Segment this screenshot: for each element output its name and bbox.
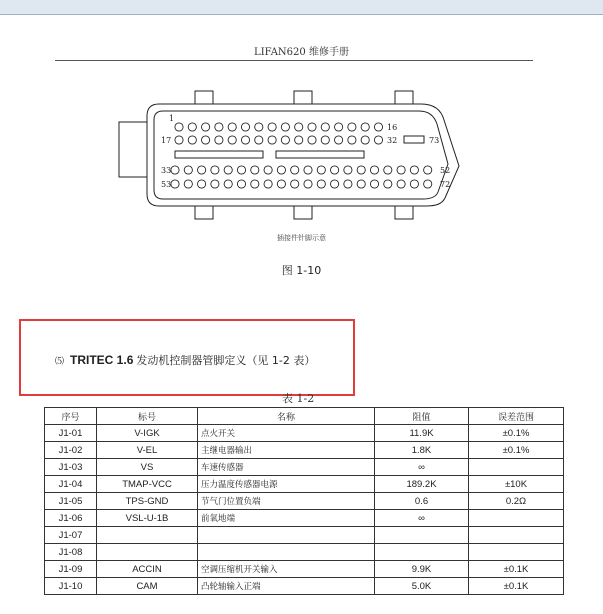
figure-label: 图 1-10 [281,264,322,277]
pin-label-72: 72 [440,180,451,189]
cell-tolerance: ±0.1K [469,578,564,595]
table-row [45,493,564,510]
connector-pin [171,166,179,174]
cell-index: J1-04 [45,476,97,493]
connector-pin [317,166,325,174]
connector-pin [321,136,329,144]
table-row [45,510,564,527]
connector-pin [308,136,316,144]
cell-tolerance: ±10K [469,476,564,493]
connector-pin [335,136,343,144]
connector-tab [294,206,312,219]
connector-pin [198,166,206,174]
pin-label-1: 1 [169,114,175,123]
connector-pin [361,136,369,144]
table-row [45,476,564,493]
cell-tolerance [469,510,564,527]
cell-code: CAM [97,578,198,595]
header-index: 序号 [45,408,97,425]
connector-pin [424,166,432,174]
header-name: 名称 [198,408,375,425]
table-title: 表 1-2 [282,392,315,405]
cell-index: J1-09 [45,561,97,578]
cell-resistance: ∞ [375,510,469,527]
connector-tab [294,91,312,104]
cell-resistance: 9.9K [375,561,469,578]
pin-definition-table [44,407,564,595]
cell-resistance: 0.6 [375,493,469,510]
connector-pin [251,180,259,188]
cell-code: VSL-U-1B [97,510,198,527]
cell-name: 车速传感器 [198,459,375,476]
connector-slot-73 [404,136,424,143]
cell-resistance: ∞ [375,459,469,476]
connector-tab [395,206,413,219]
connector-pin [198,180,206,188]
section-title: 发动机控制器管脚定义（见 1-2 表） [136,354,316,367]
connector-tab [195,206,213,219]
cell-index: J1-07 [45,527,97,544]
connector-pin [237,180,245,188]
connector-pin [370,180,378,188]
cell-resistance: 5.0K [375,578,469,595]
cell-code [97,527,198,544]
table-row [45,578,564,595]
cell-index: J1-03 [45,459,97,476]
table-row [45,527,564,544]
connector-pins [171,123,432,188]
connector-pin [374,136,382,144]
pin-label-52: 52 [440,166,451,175]
cell-code: TMAP-VCC [97,476,198,493]
cell-tolerance: ±0.1K [469,561,564,578]
connector-pin [202,123,210,131]
cell-index: J1-02 [45,442,97,459]
connector-pin [331,180,339,188]
connector-pin [264,166,272,174]
cell-code [97,544,198,561]
cell-code: V-EL [97,442,198,459]
connector-pin [211,180,219,188]
connector-pin [215,123,223,131]
connector-pin [344,166,352,174]
table-header-row [45,408,564,425]
connector-pin [357,180,365,188]
connector-pin [277,180,285,188]
diagram-caption: 插接件针脚示意 [277,234,326,242]
connector-slot [175,151,263,158]
header-code: 标号 [97,408,198,425]
connector-pin [384,166,392,174]
connector-pin [237,166,245,174]
cell-tolerance [469,544,564,561]
cell-tolerance: ±0.1% [469,442,564,459]
connector-pin [291,180,299,188]
cell-code: VS [97,459,198,476]
connector-pin [211,166,219,174]
cell-name: 前氧地端 [198,510,375,527]
pin-label-16: 16 [387,123,398,132]
connector-pin [291,166,299,174]
table-row [45,442,564,459]
pin-label-17: 17 [161,136,172,145]
table-row [45,561,564,578]
cell-resistance: 189.2K [375,476,469,493]
cell-name [198,544,375,561]
pin-label-53: 53 [161,180,172,189]
cell-name: 空调压缩机开关输入 [198,561,375,578]
cell-name [198,527,375,544]
connector-pin [281,123,289,131]
connector-pin [264,180,272,188]
connector-pin [397,166,405,174]
connector-pin [384,180,392,188]
connector-pin [175,123,183,131]
connector-pin [184,180,192,188]
connector-pin [331,166,339,174]
connector-pin [188,123,196,131]
connector-pin [251,166,259,174]
connector-latch [119,122,147,177]
connector-tab [395,91,413,104]
cell-code: ACCIN [97,561,198,578]
viewer-top-bar [0,0,603,15]
connector-pin [268,123,276,131]
connector-pin [228,136,236,144]
cell-tolerance [469,459,564,476]
connector-pin [374,123,382,131]
connector-pin [241,136,249,144]
cell-name: 压力温度传感器电源 [198,476,375,493]
connector-pin [410,180,418,188]
connector-pin [348,136,356,144]
connector-pin [335,123,343,131]
connector-pin [255,136,263,144]
connector-pin [202,136,210,144]
connector-pin [304,180,312,188]
header-resistance: 阻值 [375,408,469,425]
page-header: LIFAN620 维修手册 [254,47,349,58]
cell-index: J1-01 [45,425,97,442]
connector-pin [215,136,223,144]
connector-body [147,104,459,206]
header-tolerance: 误差范围 [469,408,564,425]
pin-label-73: 73 [429,136,440,145]
connector-pin [268,136,276,144]
pin-label-33: 33 [161,166,172,175]
section-heading [55,352,315,368]
connector-pin [255,123,263,131]
cell-name: 主继电器输出 [198,442,375,459]
connector-pin [175,136,183,144]
connector-pin [277,166,285,174]
connector-pin [317,180,325,188]
connector-pin [281,136,289,144]
connector-pin [361,123,369,131]
cell-resistance [375,527,469,544]
connector-pin [304,166,312,174]
cell-tolerance: 0.2Ω [469,493,564,510]
connector-pin [424,180,432,188]
table-row [45,544,564,561]
connector-pin [370,166,378,174]
connector-pin [308,123,316,131]
connector-pin [344,180,352,188]
cell-code: V-IGK [97,425,198,442]
connector-pin [410,166,418,174]
cell-index: J1-08 [45,544,97,561]
connector-pin [224,180,232,188]
section-model: TRITEC 1.6 [70,353,134,367]
cell-tolerance [469,527,564,544]
cell-name: 节气门位置负端 [198,493,375,510]
connector-pin [295,123,303,131]
cell-name: 点火开关 [198,425,375,442]
cell-resistance [375,544,469,561]
connector-pin [321,123,329,131]
connector-pin [228,123,236,131]
cell-name: 凸轮轴输入正端 [198,578,375,595]
cell-tolerance: ±0.1% [469,425,564,442]
connector-pin [295,136,303,144]
connector-tab [195,91,213,104]
cell-resistance: 11.9K [375,425,469,442]
connector-slot [276,151,364,158]
pin-label-32: 32 [387,136,398,145]
header-rule [55,60,533,61]
cell-index: J1-05 [45,493,97,510]
connector-pin-diagram [118,88,463,228]
cell-resistance: 1.8K [375,442,469,459]
table-row [45,459,564,476]
section-number: ⑸ [55,357,65,367]
cell-index: J1-10 [45,578,97,595]
connector-pin [224,166,232,174]
connector-pin [348,123,356,131]
cell-index: J1-06 [45,510,97,527]
connector-pin [188,136,196,144]
connector-pin [184,166,192,174]
cell-code: TPS-GND [97,493,198,510]
connector-pin [241,123,249,131]
table-row [45,425,564,442]
connector-pin [397,180,405,188]
connector-pin [357,166,365,174]
connector-pin [171,180,179,188]
